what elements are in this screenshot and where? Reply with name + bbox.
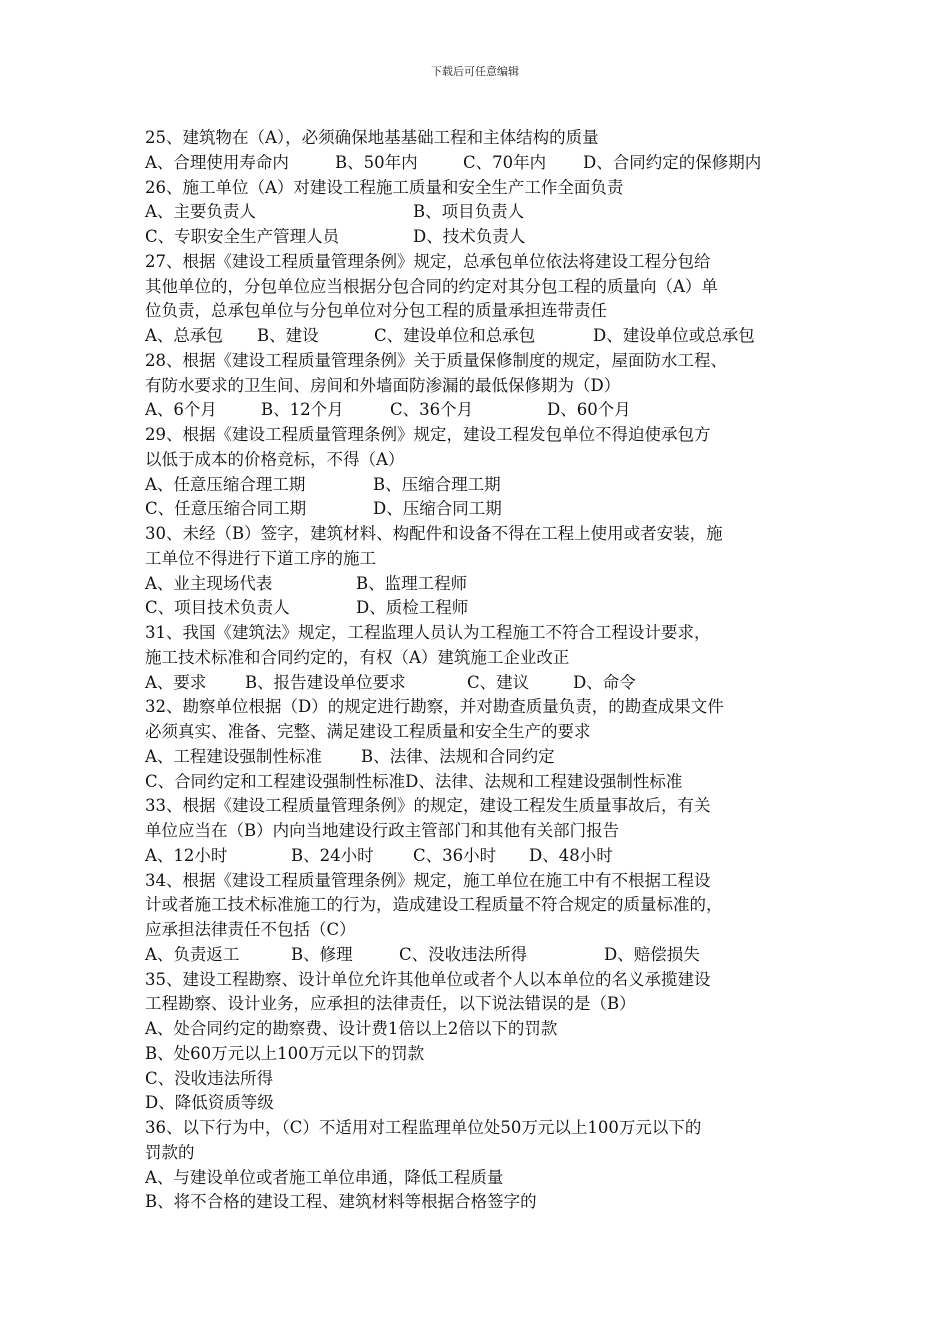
answer-options-line (145, 596, 815, 621)
text-line: 29、根据《建设工程质量管理条例》规定，建设工程发包单位不得迫使承包方 (145, 425, 711, 444)
text-line: 32、勘察单位根据（D）的规定进行勘察，并对勘查质量负责，的勘查成果文件 (145, 697, 724, 717)
text-line: 单位应当在（B）内向当地建设行政主管部门和其他有关部门报告 (145, 821, 620, 840)
answer-option: B、报告建设单位要求 (245, 672, 406, 692)
text-line: C、没收违法所得 (145, 1068, 274, 1088)
text-line: 工程勘察、设计业务，应承担的法律责任，以下说法错误的是（B） (145, 994, 636, 1014)
text-line: 以低于成本的价格竞标，不得（A） (145, 449, 405, 469)
answer-options-line (145, 671, 815, 696)
text-line: 33、根据《建设工程质量管理条例》的规定，建设工程发生质量事故后，有关 (145, 796, 711, 816)
text-line: 位负责，总承包单位与分包单位对分包工程的质量承担连带责任 (145, 301, 607, 321)
text-line: 罚款的 (145, 1142, 195, 1162)
answer-option: D、命令 (573, 672, 636, 692)
answer-option: B、项目负责人 (413, 202, 525, 222)
answer-option: A、主要负责人 (145, 202, 256, 222)
text-line: 27、根据《建设工程质量管理条例》规定，总承包单位依法将建设工程分包给 (145, 251, 711, 271)
answer-options-line (145, 572, 815, 597)
text-line: 34、根据《建设工程质量管理条例》规定，施工单位在施工中有不根据工程设 (145, 870, 711, 890)
answer-option: D、赔偿损失 (604, 944, 700, 964)
answer-option: C、70年内 (463, 152, 547, 172)
text-line: B、将不合格的建设工程、建筑材料等根据合格签字的 (145, 1192, 537, 1212)
answer-option: C、没收违法所得 (399, 944, 528, 964)
text-line: 有防水要求的卫生间、房间和外墙面防渗漏的最低保修期为（D） (145, 375, 621, 395)
answer-option: D、建设单位或总承包 (593, 326, 755, 345)
text-line: D、降低资质等级 (145, 1093, 274, 1113)
answer-option: B、50年内 (335, 152, 418, 172)
text-line: 应承担法律责任不包括（C） (145, 920, 356, 939)
answer-options-line (145, 324, 815, 349)
answer-option: C、36个月 (390, 400, 474, 420)
text-line: B、处60万元以上100万元以下的罚款 (145, 1043, 425, 1063)
answer-options-line (145, 151, 815, 176)
answer-options-line (145, 200, 815, 225)
text-line: 其他单位的，分包单位应当根据分包合同的约定对其分包工程的质量向（A）单 (145, 276, 718, 296)
answer-option: A、负责返工 (145, 944, 240, 964)
answer-option: D、技术负责人 (413, 227, 526, 246)
answer-option: C、建设单位和总承包 (374, 326, 536, 345)
answer-option: B、压缩合理工期 (373, 474, 501, 494)
answer-options-line (145, 473, 815, 498)
answer-options-line (145, 497, 815, 522)
answer-options-line (145, 745, 815, 770)
page-header-note: 下载后可任意编辑 (431, 65, 519, 78)
answer-option: A、工程建设强制性标准 (145, 746, 322, 766)
answer-option: B、12个月 (261, 400, 344, 420)
answer-option: A、总承包 (145, 326, 223, 345)
text-line: 25、建筑物在（A），必须确保地基基础工程和主体结构的质量 (145, 128, 599, 147)
text-line: 26、施工单位（A）对建设工程施工质量和安全生产工作全面负责 (145, 177, 624, 197)
answer-option: B、监理工程师 (356, 573, 468, 593)
answer-option: C、项目技术负责人 (145, 598, 290, 618)
answer-option: A、业主现场代表 (145, 573, 273, 593)
answer-options-line (145, 398, 815, 423)
text-line: 计或者施工技术标准施工的行为，造成建设工程质量不符合规定的质量标准的， (145, 895, 723, 915)
answer-option: D、质检工程师 (356, 598, 469, 618)
answer-option: C、专职安全生产管理人员 (145, 227, 340, 246)
answer-options-line (145, 943, 815, 968)
document-body (145, 126, 815, 1215)
answer-option: D、60个月 (547, 400, 631, 420)
text-line: 35、建设工程勘察、设计单位允许其他单位或者个人以本单位的名义承揽建设 (145, 969, 711, 989)
answer-option: A、合理使用寿命内 (145, 152, 289, 172)
text-line: 施工技术标准和合同约定的，有权（A）建筑施工企业改正 (145, 647, 570, 667)
answer-option: A、要求 (145, 672, 207, 692)
text-line: A、与建设单位或者施工单位串通，降低工程质量 (145, 1167, 504, 1187)
text-line: 28、根据《建设工程质量管理条例》关于质量保修制度的规定，屋面防水工程、 (145, 350, 727, 370)
answer-option: A、12小时 (145, 845, 228, 865)
answer-option: C、建议 (467, 672, 530, 692)
answer-option: A、任意压缩合理工期 (145, 474, 306, 494)
text-line: 工单位不得进行下道工序的施工 (145, 548, 376, 568)
answer-option: D、压缩合同工期 (373, 499, 502, 519)
text-line: 36、以下行为中，（C）不适用对工程监理单位处50万元以上100万元以下的 (145, 1118, 702, 1137)
answer-option: B、修理 (291, 944, 353, 964)
answer-options-line (145, 225, 815, 250)
answer-option: C、任意压缩合同工期 (145, 499, 307, 519)
answer-option: A、6个月 (145, 400, 217, 420)
answer-option: D、48小时 (529, 845, 613, 865)
answer-option: B、建设 (257, 326, 319, 345)
answer-options-line (145, 844, 815, 869)
text-line: C、合同约定和工程建设强制性标准D、法律、法规和工程建设强制性标准 (145, 771, 683, 791)
answer-option: C、36小时 (413, 845, 497, 865)
text-line: 必须真实、准备、完整、满足建设工程质量和安全生产的要求 (145, 722, 591, 741)
answer-option: B、法律、法规和合同约定 (361, 746, 555, 766)
text-line: 31、我国《建筑法》规定，工程监理人员认为工程施工不符合工程设计要求， (145, 623, 711, 642)
text-line: A、处合同约定的勘察费、设计费1倍以上2倍以下的罚款 (145, 1019, 558, 1038)
answer-option: B、24小时 (291, 845, 374, 865)
text-line: 30、未经（B）签字，建筑材料、构配件和设备不得在工程上使用或者安装，施 (145, 524, 723, 543)
answer-option: D、合同约定的保修期内 (583, 152, 762, 172)
